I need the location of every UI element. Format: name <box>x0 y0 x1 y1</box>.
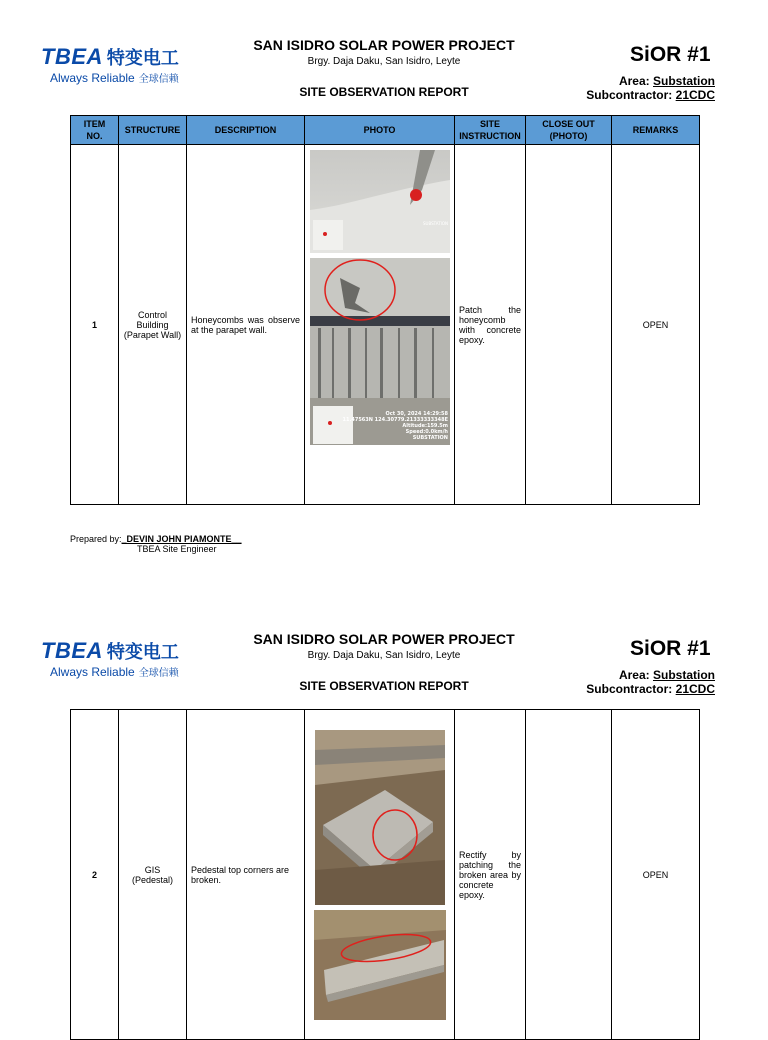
logo-brand: TBEA <box>41 638 103 663</box>
col-header-photo: PHOTO <box>305 116 455 145</box>
description-cell: Pedestal top corners are broken. <box>187 710 305 1040</box>
col-header-instruction: SITE INSTRUCTION <box>455 116 526 145</box>
observation-table-2 <box>70 709 700 1040</box>
table-header-row <box>71 116 700 145</box>
structure-cell: GIS (Pedestal) <box>119 710 187 1040</box>
site-photo <box>314 910 446 1020</box>
subcontractor-label: Subcontractor: <box>586 682 673 696</box>
photo-stamp-line: Oct 30, 2024 14:29:58 <box>385 411 448 417</box>
photo-stamp: SUBSTATION <box>422 221 448 226</box>
photo-cell <box>305 710 455 1040</box>
report-title: SITE OBSERVATION REPORT <box>299 679 469 693</box>
closeout-cell <box>526 710 612 1040</box>
logo-brand: TBEA <box>41 44 103 69</box>
area-subcontractor-info <box>586 74 715 102</box>
prepared-by <box>70 534 242 554</box>
area-subcontractor-info <box>586 668 715 696</box>
sior-number: SiOR #1 <box>630 43 711 66</box>
photo-stamp-line: SUBSTATION <box>412 435 448 441</box>
logo-tagline-cn: 全球信赖 <box>138 668 179 679</box>
subcontractor-value: 21CDC <box>675 88 715 102</box>
prepared-name: _DEVIN JOHN PIAMONTE__ <box>121 534 242 544</box>
project-title: SAN ISIDRO SOLAR POWER PROJECT <box>253 631 515 647</box>
table-row <box>71 710 700 1040</box>
observation-table-1 <box>70 115 700 505</box>
project-address: Brgy. Daja Daku, San Isidro, Leyte <box>307 650 461 661</box>
project-address: Brgy. Daja Daku, San Isidro, Leyte <box>307 56 461 67</box>
table-row <box>71 145 700 505</box>
area-label: Area: <box>618 668 650 682</box>
col-header-structure: STRUCTURE <box>119 116 187 145</box>
col-header-item: ITEM NO. <box>71 116 119 145</box>
logo-brand-cn: 特变电工 <box>106 642 179 663</box>
photo-stamp-line: 11.47563N 124.30779.21333333348E <box>342 417 448 423</box>
subcontractor-value: 21CDC <box>675 682 715 696</box>
logo-tagline-cn: 全球信赖 <box>138 74 179 85</box>
logo-brand-cn: 特变电工 <box>106 48 179 69</box>
project-title: SAN ISIDRO SOLAR POWER PROJECT <box>253 37 515 53</box>
prepared-role: TBEA Site Engineer <box>137 544 217 554</box>
item-number: 2 <box>71 710 119 1040</box>
photo-cell <box>305 145 455 505</box>
site-photo <box>315 730 445 905</box>
col-header-closeout: CLOSE OUT (PHOTO) <box>526 116 612 145</box>
area-value: Substation <box>653 74 715 88</box>
structure-cell: Control Building (Parapet Wall) <box>119 145 187 505</box>
instruction-cell: Rectify by patching the broken area by concrete epoxy. <box>455 710 526 1040</box>
col-header-description: DESCRIPTION <box>187 116 305 145</box>
logo-tagline: Always Reliable <box>50 665 135 679</box>
logo-tagline: Always Reliable <box>50 71 135 85</box>
remarks-cell: OPEN <box>612 710 700 1040</box>
item-number: 1 <box>71 145 119 505</box>
site-photo <box>310 258 450 445</box>
photo-stamp-line: Altitude:159.5m <box>401 423 448 429</box>
report-title: SITE OBSERVATION REPORT <box>299 85 469 99</box>
subcontractor-label: Subcontractor: <box>586 88 673 102</box>
area-value: Substation <box>653 668 715 682</box>
sior-number: SiOR #1 <box>630 637 711 660</box>
col-header-remarks: REMARKS <box>612 116 700 145</box>
instruction-cell: Patch the honeycomb with concrete epoxy. <box>455 145 526 505</box>
photo-stamp-line: Speed:0.0km/h <box>405 429 448 435</box>
remarks-cell: OPEN <box>612 145 700 505</box>
site-photo <box>310 150 450 253</box>
closeout-cell <box>526 145 612 505</box>
description-cell: Honeycombs was observe at the parapet wall. <box>187 145 305 505</box>
area-label: Area: <box>618 74 650 88</box>
prepared-label: Prepared by: <box>70 534 122 544</box>
